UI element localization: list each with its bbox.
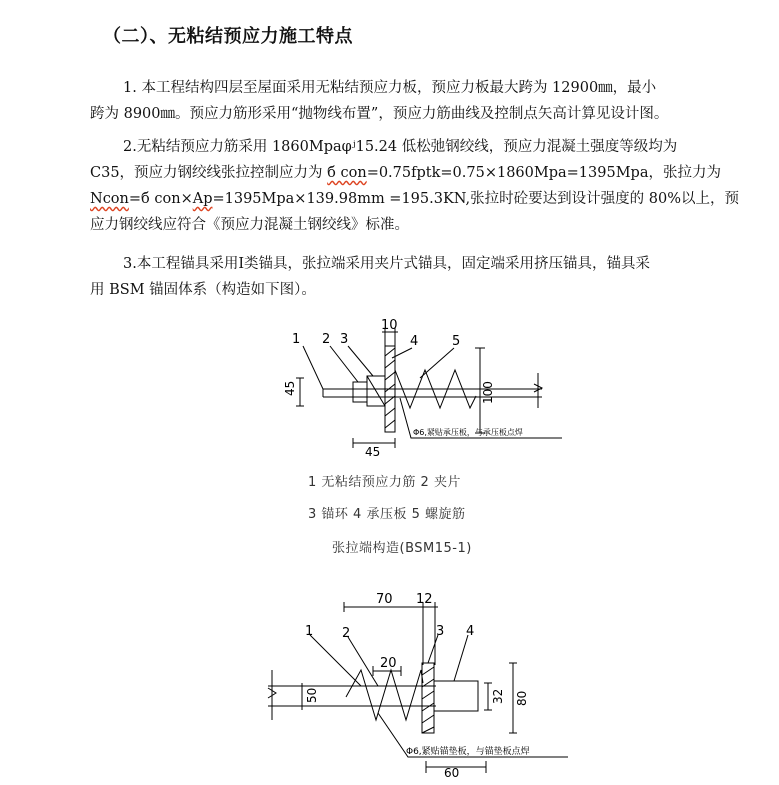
dim-right-text: 100 [481, 381, 495, 404]
p2-text-d: =1395Mpa×139.98mm =195.3KN,张拉时砼要达到设计强度的 80%以上，预 [212, 191, 739, 207]
tension-end-diagram [270, 318, 580, 458]
paragraph-2 [90, 134, 739, 238]
paragraph-2-line-3 [90, 186, 739, 212]
dim-top-70: 70 [376, 592, 393, 607]
dim-32-text: 32 [491, 688, 505, 704]
paragraph-1-line-2: 跨为 8900㎜。预应力筋形采用“抛物线布置”，预应力筋曲线及控制点矢高计算见设计图。 [90, 106, 669, 122]
anchor-plate-hatch [422, 667, 434, 733]
legend-line-2: 3 锚环 4 承压板 5 螺旋筋 [308, 507, 466, 522]
label-5: 5 [452, 334, 461, 349]
paragraph-3-line-2: 用 BSM 锚固体系（构造如下图）。 [90, 282, 316, 298]
dim-bottom-text: 45 [365, 445, 381, 458]
section-heading: （二）、无粘结预应力施工特点 [103, 26, 353, 47]
paragraph-3 [90, 251, 720, 303]
note-text: Φ6,紧贴承压板，与承压板点焊 [413, 428, 523, 437]
leader-3 [348, 346, 373, 376]
leader-1 [310, 635, 361, 686]
leader-1 [303, 346, 323, 389]
label-10: 10 [381, 318, 398, 333]
anchor-ring-hatch [367, 376, 385, 406]
p2-text-a: C35，预应力钢绞线张拉控制应力为 [90, 165, 328, 181]
label-2: 2 [322, 332, 331, 347]
break-mark [268, 670, 276, 720]
paragraph-1 [90, 75, 720, 127]
spiral [346, 670, 423, 720]
dim-top-12: 12 [416, 592, 433, 607]
paragraph-3-line-1: 3.本工程锚具采用Ⅰ类锚具，张拉端采用夹片式锚具，固定端采用挤压锚具，锚具采 [123, 256, 651, 272]
dim-50-text: 50 [305, 687, 319, 703]
fixed-end-diagram [258, 585, 578, 780]
leader-4 [454, 635, 468, 681]
p2-ap: Ap [192, 191, 213, 207]
extrusion-sleeve [434, 681, 478, 711]
p2-text-b: =б con× [128, 191, 193, 207]
p2-ncon: Ncon [90, 191, 129, 207]
p2-text-c: =0.75fptk=0.75×1860Mpa=1395Mpa，张拉力为 [366, 165, 721, 181]
leader-3 [428, 635, 438, 663]
leader-2 [330, 346, 358, 382]
break-mark [534, 373, 542, 408]
label-4: 4 [466, 624, 475, 639]
legend-line-1: 1 无粘结预应力筋 2 夹片 [308, 475, 461, 490]
label-4: 4 [410, 334, 419, 349]
p2-sigma-con: б con [327, 165, 367, 181]
note-text: Φ6,紧贴锚垫板，与锚垫板点焊 [406, 747, 530, 757]
dim-20-text: 20 [380, 656, 397, 671]
label-2: 2 [342, 626, 351, 641]
paragraph-1-line-1: 1. 本工程结构四层至屋面采用无粘结预应力板，预应力板最大跨为 12900㎜，最小 [123, 80, 657, 96]
dim-left-text: 45 [283, 380, 297, 396]
dim-80-text: 80 [515, 690, 529, 706]
paragraph-2-line-2 [90, 160, 720, 186]
label-3: 3 [436, 624, 445, 639]
dim-60-text: 60 [444, 766, 460, 780]
label-1: 1 [305, 624, 314, 639]
label-1: 1 [292, 332, 301, 347]
bearing-plate-hatch [385, 348, 395, 428]
leader-2 [348, 637, 378, 686]
paragraph-2-line-4: 应力钢绞线应符合《预应力混凝土钢绞线》标准。 [90, 217, 409, 233]
wedge [353, 382, 367, 402]
leader-5 [420, 348, 454, 378]
figure-1-title: 张拉端构造(BSM15-1) [332, 541, 472, 556]
paragraph-2-line-1: 2.无粘结预应力筋采用 1860Mpaφʲ15.24 低松弛钢绞线，预应力混凝土强度等级均为 [123, 139, 678, 155]
label-3: 3 [340, 332, 349, 347]
